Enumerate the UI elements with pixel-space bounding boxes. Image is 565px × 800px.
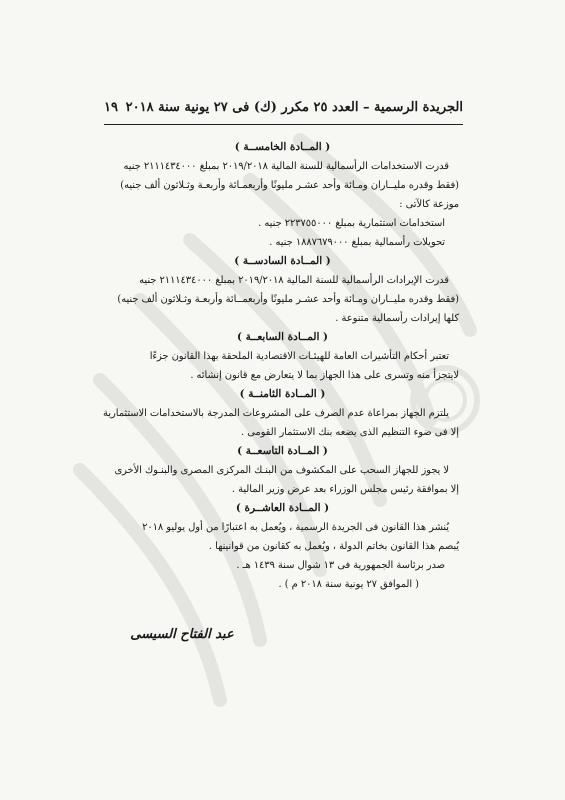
article-5-line-2: (فقط وقدره مليــاران ومـائة وأحد عشـر مليونًا وأربعمـائة وأربعـة وثـلاثون ألف جنيه) xyxy=(120,180,459,191)
article-8-line-1: يلتزم الجهاز بمراعاة عدم الصرف على المشروعات المدرجة بالاستخدامات الاستثمارية xyxy=(103,408,449,419)
article-5-item-investment: استخدامات استثمارية بمبلغ ٢٢٣٧٥٥٠٠٠ جنيه . xyxy=(258,218,445,229)
issued-date-gregorian: ( الموافق ٢٧ يونية سنة ٢٠١٨ م ) . xyxy=(278,579,419,590)
article-10-title: ( المــادة العاشــرة ) xyxy=(235,502,330,514)
gazette-title: الجريدة الرسمية – العدد ٢٥ مكرر (ك) فى ٢٧ يونية سنة ٢٠١٨ xyxy=(125,100,463,115)
article-8-line-2: إلا فى ضوء التنظيم الذى يضعه بنك الاستثمار القومى . xyxy=(240,427,459,438)
article-8-title: ( المــادة الثامنــة ) xyxy=(239,388,326,400)
article-9-line-1: لا يجوز للجهاز السحب على المكشوف من البنـك المركزى المصرى والبنـوك الأخرى xyxy=(114,465,449,476)
article-6-title: ( المــادة السادســة ) xyxy=(234,255,331,267)
header-divider xyxy=(104,124,463,125)
page-number: ١٩ xyxy=(104,100,118,115)
document-body xyxy=(103,138,459,594)
article-7-line-1: تعتبر أحكام التأشيرات العامة للهيئـات الاقتصادية الملحقة بهذا القانون جزءًا xyxy=(149,351,449,362)
article-6-line-3: كلها إيرادات رأسمالية متنوعة . xyxy=(335,313,459,324)
article-6-line-1: قدرت الإيرادات الرأسمالية للسنة المالية ٢٠١٩/٢٠١٨ بمبلغ ٢١١١٤٣٤٠٠٠ جنيه xyxy=(139,275,449,286)
article-5-line-3: موزعة كالآتى : xyxy=(399,199,459,210)
article-7-line-2: لايتجزأ منه وتسرى على هذا الجهاز بما لا يتعارض مع قانون إنشائه . xyxy=(190,370,459,381)
article-10-line-2: يُبصم هذا القانون بخاتم الدولة ، ويُعمل به كقانون من قوانينها . xyxy=(208,541,459,552)
article-5-item-transfers: تحويلات رأسمالية بمبلغ ١٨٨٧٦٧٩٠٠٠ جنيه . xyxy=(269,237,445,248)
article-10-line-1: يُنشر هذا القانون فى الجريدة الرسمية ، ويُعمل به اعتبارًا من أول يوليو ٢٠١٨ xyxy=(142,522,449,533)
article-5-title: ( المــادة الخامســة ) xyxy=(234,141,331,153)
page-header xyxy=(104,100,463,115)
issued-date-hijri: صدر برئاسة الجمهورية فى ١٣ شوال سنة ١٤٣٩ هـ . xyxy=(236,560,445,571)
article-5-line-1: قدرت الاستخدامات الرأسمالية للسنة المالية ٢٠١٩/٢٠١٨ بمبلغ ٢١١١٤٣٤٠٠٠ جنيه xyxy=(123,161,449,172)
article-6-line-2: (فقط وقدره مليــاران ومـائة وأحد عشـر مليونًا وأربعمــائة وأربعـة وثـلاثون ألف جنيه) xyxy=(117,294,459,305)
article-9-line-2: إلا بموافقة رئيس مجلس الوزراء بعد عرض وزير المالية . xyxy=(231,484,459,495)
article-7-title: ( المــادة السابعــة ) xyxy=(236,331,329,343)
president-signature: عبد الفتاح السيسى xyxy=(130,627,234,642)
article-9-title: ( المــادة التاسعــة ) xyxy=(237,445,328,457)
